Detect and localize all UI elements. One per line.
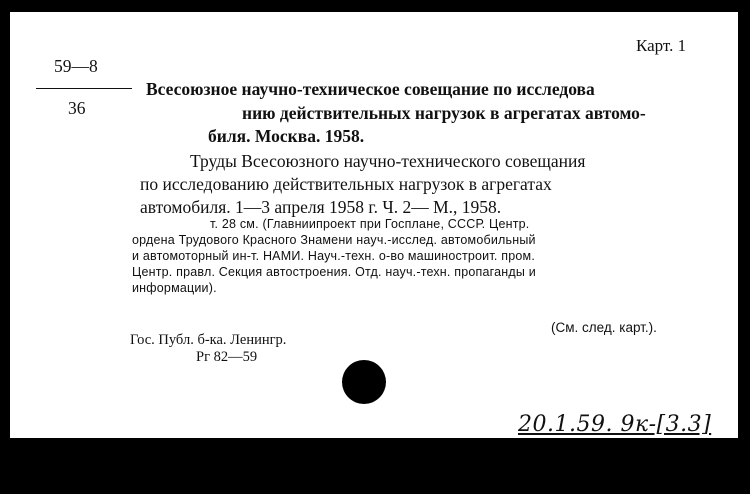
- continuation-note: (См. след. карт.).: [551, 320, 657, 335]
- details-line: ордена Трудового Красного Знамени науч.-исслед. автомобильный: [132, 233, 536, 247]
- details-line: и автомоторный ин-т. НАМИ. Науч.-техн. о-во машиностроит. пром.: [132, 249, 535, 263]
- title-line: Труды Всесоюзного научно-технического совещания: [190, 151, 586, 171]
- heading-line: нию действительных нагрузок в агрегатах автомо-: [242, 103, 646, 123]
- shelf-mark-top: 59—8: [54, 56, 98, 76]
- punch-hole: [342, 360, 386, 404]
- shelf-mark-bottom: 36: [68, 98, 86, 118]
- heading-line: Всесоюзное научно-техническое совещание по исследова: [146, 79, 595, 99]
- title-line: автомобиля. 1—3 апреля 1958 г. Ч. 2— М., 1958.: [140, 197, 502, 217]
- library-code: Рг 82—59: [196, 349, 258, 365]
- details-line: т. 28 см. (Главниипроект при Госплане, СССР. Центр.: [210, 217, 530, 231]
- catalog-card: [10, 12, 738, 438]
- heading-line: биля. Москва. 1958.: [208, 126, 365, 146]
- library-name: Гос. Публ. б-ка. Ленингр.: [130, 332, 287, 348]
- handwritten-note: 20.1.59. 9к-[3.3]: [518, 412, 712, 437]
- details-line: Центр. правл. Секция автостроения. Отд. науч.-техн. пропаганды и: [132, 265, 536, 279]
- card-number: Карт. 1: [636, 36, 687, 55]
- shelf-mark-divider: [36, 88, 132, 89]
- details-line: информации).: [132, 281, 217, 295]
- title-line: по исследованию действительных нагрузок в агрегатах: [140, 174, 552, 194]
